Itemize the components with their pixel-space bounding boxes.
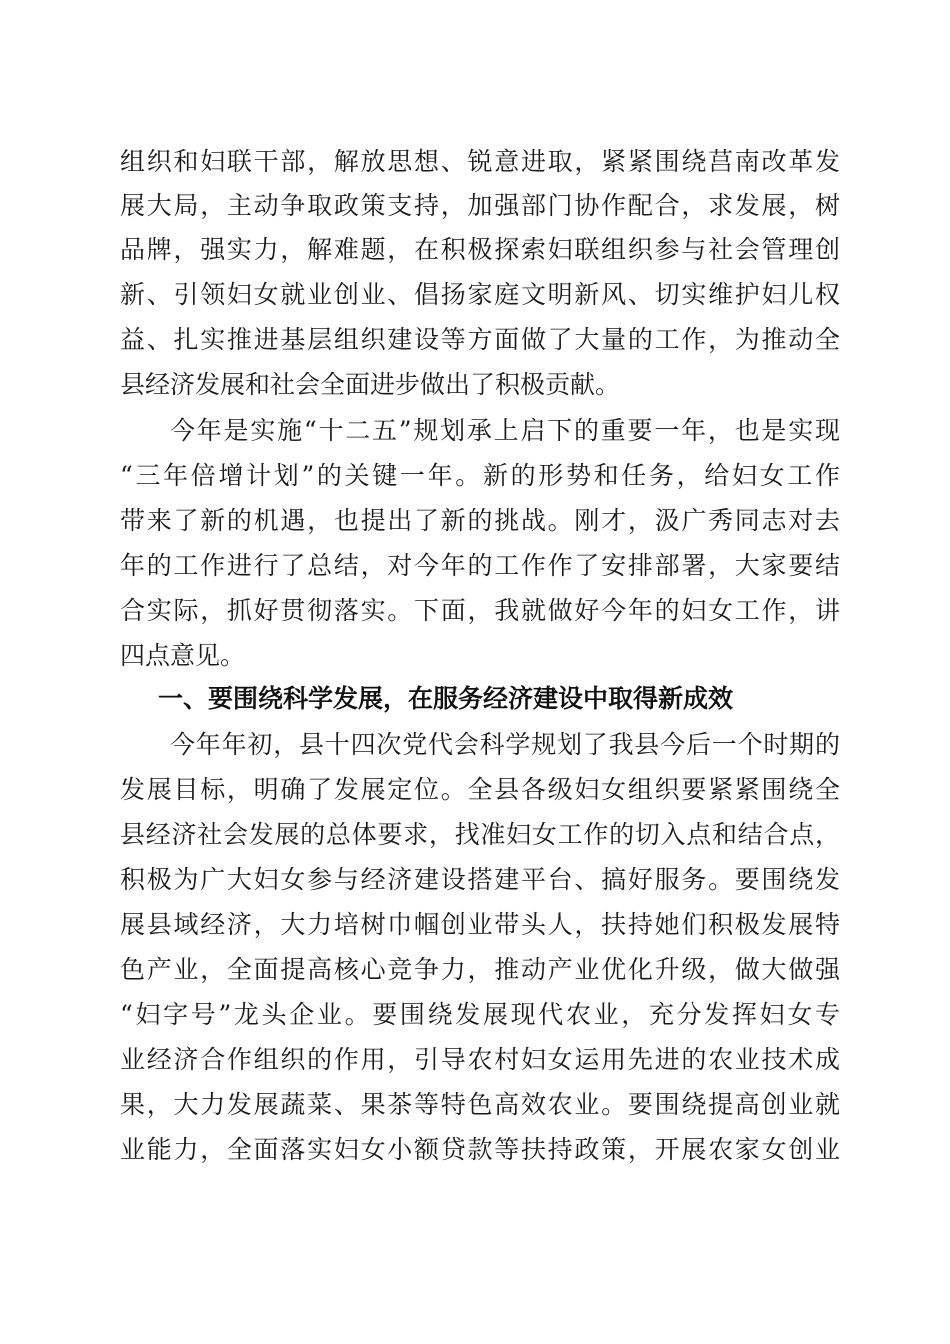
paragraph-1-line-3: 品牌，强实力，解难题，在积极探索妇联组织参与社会管理创 (120, 235, 840, 264)
paragraph-1-line-5: 益、扎实推进基层组织建设等方面做了大量的工作，为推动全 (120, 325, 840, 354)
section-paragraph-line-10: 业能力，全面落实妇女小额贷款等扶持政策，开展农家女创业 (120, 1135, 840, 1164)
section-paragraph-line-2: 发展目标，明确了发展定位。全县各级妇女组织要紧紧围绕全 (120, 775, 840, 804)
section-paragraph-line-3: 县经济社会发展的总体要求，找准妇女工作的切入点和结合点， (120, 820, 840, 849)
paragraph-1-line-1: 组织和妇联干部，解放思想、锐意进取，紧紧围绕莒南改革发 (120, 147, 840, 176)
section-paragraph-line-5: 展县域经济，大力培树巾帼创业带头人，扶持她们积极发展特 (120, 910, 840, 939)
paragraph-2-line-5: 合实际，抓好贯彻落实。下面，我就做好今年的妇女工作，讲 (120, 596, 840, 625)
paragraph-2-line-3: 带来了新的机遇，也提出了新的挑战。刚才，汲广秀同志对去 (120, 506, 840, 535)
paragraph-2-line-4: 年的工作进行了总结，对今年的工作作了安排部署，大家要结 (120, 551, 840, 580)
section-paragraph-line-6: 色产业，全面提高核心竞争力，推动产业优化升级，做大做强 (120, 955, 840, 984)
paragraph-1-line-6: 县经济发展和社会全面进步做出了积极贡献。 (120, 370, 621, 399)
section-paragraph-line-9: 果，大力发展蔬菜、果茶等特色高效农业。要围绕提高创业就 (120, 1090, 840, 1119)
section-paragraph-line-8: 业经济合作组织的作用，引导农村妇女运用先进的农业技术成 (120, 1045, 840, 1074)
section-paragraph-line-7: “妇字号”龙头企业。要围绕发展现代农业，充分发挥妇女专 (120, 1000, 840, 1029)
paragraph-2-line-1: 今年是实施“十二五”规划承上启下的重要一年，也是实现 (170, 416, 840, 445)
paragraph-2-line-2: “三年倍增计划”的关键一年。新的形势和任务，给妇女工作 (120, 461, 840, 490)
section-heading: 一、要围绕科学发展，在服务经济建设中取得新成效 (158, 684, 734, 713)
section-paragraph-line-4: 积极为广大妇女参与经济建设搭建平台、搞好服务。要围绕发 (120, 865, 840, 894)
paragraph-2-line-6: 四点意见。 (120, 641, 246, 670)
paragraph-1-line-2: 展大局，主动争取政策支持，加强部门协作配合，求发展，树 (120, 191, 840, 220)
section-paragraph-line-1: 今年年初，县十四次党代会科学规划了我县今后一个时期的 (170, 730, 840, 759)
paragraph-1-line-4: 新、引领妇女就业创业、倡扬家庭文明新风、切实维护妇儿权 (120, 280, 840, 309)
